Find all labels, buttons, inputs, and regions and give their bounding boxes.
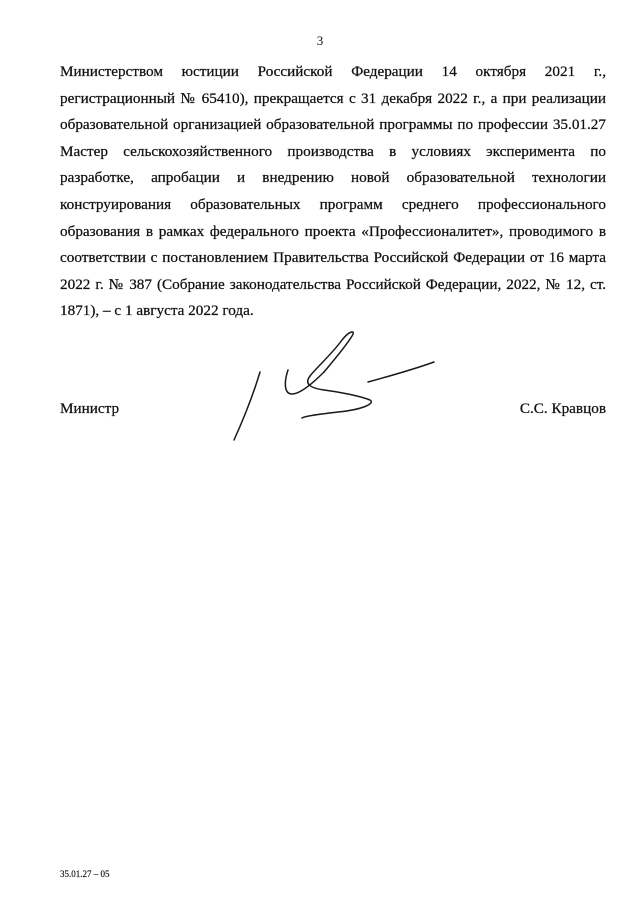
signatory-name: С.С. Кравцов bbox=[519, 400, 606, 417]
handwritten-signature bbox=[228, 330, 438, 445]
order-text-paragraph: Министерством юстиции Российской Федерации 14 октября 2021 г., регистрационный № 65410), прекращается с 31 декабря 2022 г., а при реализации образовательной организацией образовательной программы по профессии 35.01.27 Мастер сельскохозяйственного производства в условиях эксперимента по разработке, апробации и внедрению новой образовательной технологии конструирования образовательных программ среднего профессионального образования в рамках федерального проекта «Профессионалитет», проводимого в соответствии с постановлением Правительства Российской Федерации от 16 марта 2022 г. № 387 (Собрание законодательства Российской Федерации, 2022, № 12, ст. 1871), – с 1 августа 2022 года. bbox=[60, 63, 606, 320]
signature-block bbox=[60, 396, 606, 426]
signatory-title: Министр bbox=[60, 400, 120, 417]
document-footer-code: 35.01.27 – 05 bbox=[60, 869, 110, 879]
signature-stroke-2 bbox=[285, 370, 324, 394]
signature-stroke-4 bbox=[368, 362, 434, 382]
page-number: 3 bbox=[316, 33, 324, 48]
